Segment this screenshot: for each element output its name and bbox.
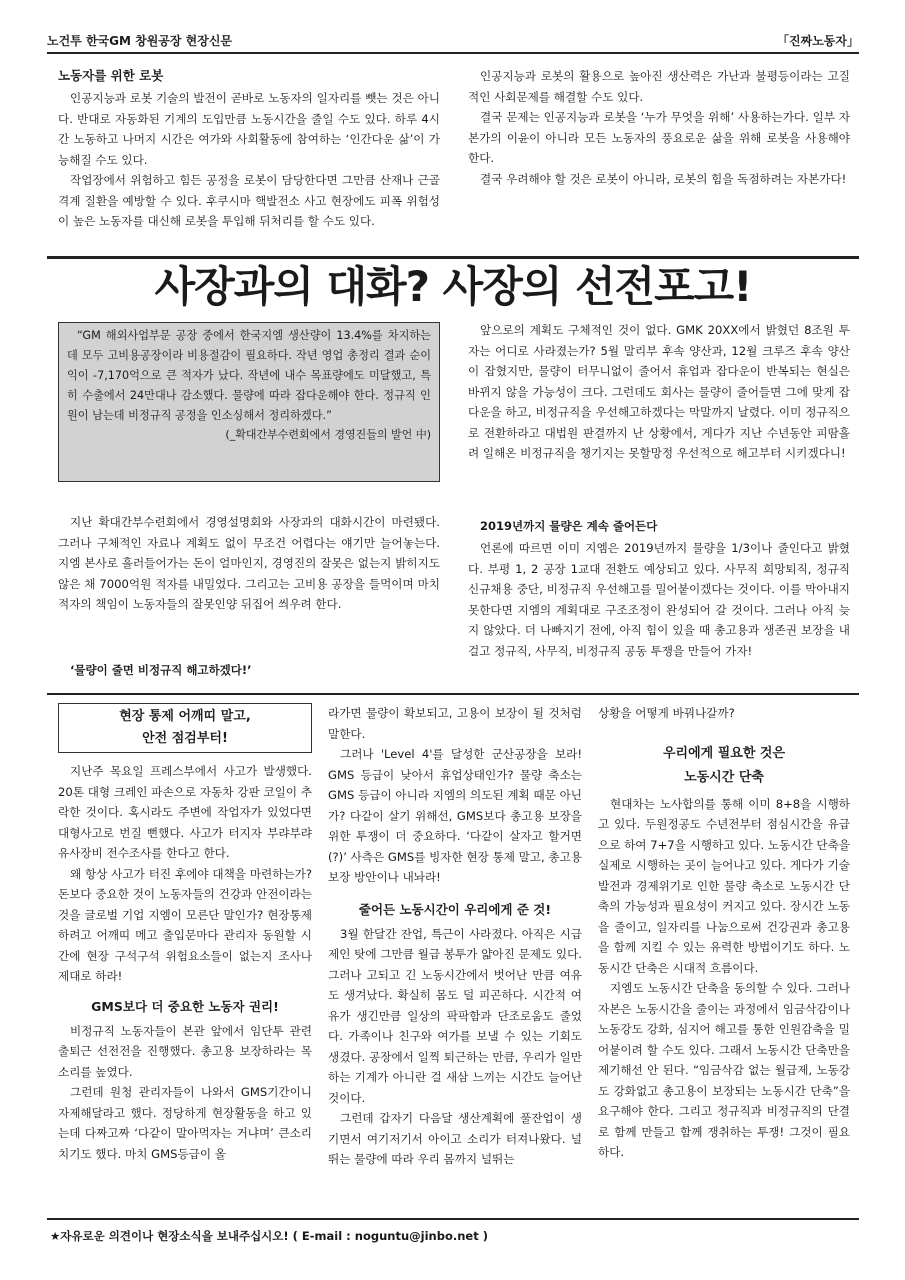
masthead-right: 「진짜노동자」	[777, 34, 859, 48]
footer-email[interactable]: noguntu@jinbo.net	[354, 1229, 479, 1243]
needed-heading-line-1: 우리에게 필요한 것은	[662, 745, 786, 761]
footer-close: )	[478, 1229, 488, 1243]
top-left-column	[58, 66, 440, 232]
top-left-paragraph-1: 인공지능과 로봇 기술의 발전이 곧바로 노동자의 일자리를 뺏는 것은 아니다. 반대로 자동화된 기계의 도입만큼 노동시간을 줄일 수도 있다. 하루 4시간 노동하고 나머지 시간은 여가와 사회활동에 참여하는 ‘인간다운 삶’이 가능해질 수도 있다.	[58, 91, 440, 167]
masthead	[47, 32, 859, 52]
col3-paragraph-1: 상황을 어떻게 바꿔나갈까?	[598, 706, 735, 720]
safety-heading-line-1: 현장 통제 어깨띠 말고,	[119, 709, 251, 724]
bottom-column-2	[328, 703, 582, 1170]
top-left-paragraph-2: 작업장에서 위험하고 힘든 공정을 로봇이 담당한다면 그만큼 산재나 근골격계 질환을 예방할 수 있다. 후쿠시마 핵발전소 사고 현장에도 피폭 위험성이 높은 노동자를 대신해 로봇을 투입해 뒤처리를 할 수도 있다.	[58, 173, 440, 228]
col3-paragraph-2: 현대차는 노사합의를 통해 이미 8+8을 시행하고 있다. 두원정공도 수년전부터 점심시간을 유급으로 하여 7+7을 시행하고 있다. 노동시간 단축을 실제로 시행하는 곳이 늘어나고 있다. 게다가 기술 발전과 경제위기로 인한 물량 축소로 노동시간 단축의 가능성과 필요성이 커지고 있다. 장시간 노동을 줄이고, 일자리를 나눔으로써 건강권과 총고용을 함께 지킬 수 있는 유력한 방법이기도 하다. 노동시간 단축은 시대적 흐름이다.	[598, 796, 850, 975]
top-right-paragraph-1: 인공지능과 로봇의 활용으로 높아진 생산력은 가난과 불평등이라는 고질적인 사회문제를 해결할 수도 있다.	[468, 69, 850, 104]
quote-source: (_확대간부수련회에서 경영진들의 발언 中)	[225, 428, 431, 441]
footer	[50, 1228, 488, 1244]
quote-text: “GM 해외사업부문 공장 중에서 한국지엠 생산량이 13.4%를 차지하는데 모두 고비용공장이라 비용절감이 필요하다. 작년 영업 총정리 결과 순이익이 -7,170억으로 큰 적자가 났다. 작년에 내수 목표량에도 미달했고, 특히 수출에서 24만대나 감소했다. 물량에 따라 잡다운해야 한다. 정규직 인원이 남는데 비정규직 공정을 인소싱해서 정리하겠다.”	[67, 329, 431, 422]
top-right-paragraph-2: 결국 문제는 인공지능과 로봇을 ‘누가 무엇을 위해’ 사용하는가다. 일부 자본가의 이윤이 아니라 모든 노동자의 풍요로운 삶을 위해 로봇을 사용해야 한다.	[468, 110, 850, 165]
quote-box	[58, 322, 440, 482]
bottom-column-3	[598, 703, 850, 1163]
top-right-column	[468, 66, 850, 189]
mid-rule	[47, 693, 859, 695]
header-rule	[47, 52, 859, 54]
mid-right-paragraph-2: 언론에 따르면 이미 지엠은 2019년까지 물량을 1/3이나 줄인다고 밝혔다. 부평 1, 2 공장 1교대 전환도 예상되고 있다. 사무직 희망퇴직, 정규직 신규채용 중단, 비정규직 우선해고를 밀어붙이겠다는 것이다. 이를 막아내지 못한다면 지엠의 계획대로 구조조정이 완성되어 갈 것이다. 그러나 아직 늦지 않았다. 더 나빠지기 전에, 아직 힘이 있을 때 총고용과 생존권 보장을 내걸고 정규직, 사무직, 비정규직 공동 투쟁을 만들어 가자!	[468, 541, 850, 658]
footer-rule	[47, 1218, 859, 1220]
main-headline: 사장과의 대화? 사장의 선전포고!	[154, 262, 752, 311]
safety-box-heading	[58, 703, 312, 753]
col1-paragraph-4: 그런데 원청 관리자들이 나와서 GMS기간이니 자제해달라고 했다. 정당하게 현장활동을 하고 있는데 다짜고짜 ‘다같이 말아먹자는 거냐며’ 큰소리치기도 했다. 마치 GMS등급이 올	[58, 1085, 312, 1161]
mid-left-paragraph: 지난 확대간부수련회에서 경영설명회와 사장과의 대화시간이 마련됐다. 그러나 구체적인 자료나 계획도 없이 무조건 어렵다는 얘기만 늘어놓는다. 지엠 본사로 흘러들어가는 돈이 얼마인지, 경영진의 잘못은 없는지 밝히지도 않은 채 7000억원 적자를 내밀었다. 그리고는 고비용 공장을 들먹이며 마치 적자의 책임이 노동자들의 잘못인양 뒤집어 씌우려 한다.	[58, 515, 440, 611]
mid-right-paragraph: 앞으로의 계획도 구체적인 것이 없다. GMK 20XX에서 밝혔던 8조원 투자는 어디로 사라졌는가? 5월 말리부 후속 양산과, 12월 크루즈 후속 양산이 잡혔지만, 물량이 터무니없이 줄어서 휴업과 잡다운이 반복되는 현실은 바뀌지 않을 가능성이 크다. 그런데도 회사는 물량이 줄어들면 그에 맞게 잡다운을 하고, 비정규직을 우선해고하겠다는 막말까지 날렸다. 이미 정규직으로 전환하라고 대법원 판결까지 난 상황에서, 게다가 지난 수년동안 피땀흘려 일해온 비정규직을 챙기지는 못할망정 우선적으로 해고부터 시키겠다니!	[468, 323, 850, 460]
worktime-heading: 줄어든 노동시간이 우리에게 준 것!	[358, 901, 552, 917]
col2-paragraph-4: 그런데 갑자기 다음달 생산계획에 풀잔업이 생기면서 여기저기서 아이고 소리가 터져나왔다. 널뛰는 물량에 따라 우리 몸까지 널뛰는	[328, 1111, 582, 1166]
robot-heading: 노동자를 위한 로봇	[58, 68, 164, 83]
mid-right-subheading: 2019년까지 물량은 계속 줄어든다	[480, 519, 658, 533]
footer-text: ★자유로운 의견이나 현장소식을 보내주십시오! ( E-mail :	[50, 1229, 355, 1243]
needed-heading	[598, 742, 850, 790]
mid-left-subheading: ‘물량이 줄면 비정규직 해고하겠다!’	[70, 663, 252, 677]
gms-heading: GMS보다 더 중요한 노동자 권리!	[91, 998, 279, 1014]
masthead-left: 노건투 한국GM 창원공장 현장신문	[47, 34, 233, 48]
col1-paragraph-1: 지난주 목요일 프레스부에서 사고가 발생했다. 20톤 대형 크레인 파손으로 자동차 강판 코일이 추락한 것이다. 혹시라도 주변에 작업자가 있었다면 대형사고로 번질 뻔했다. 사고가 터지자 부랴부랴 유사장비 전수조사를 한다고 한다.	[58, 764, 312, 860]
mid-left-column	[58, 512, 440, 615]
headline-rule-top	[47, 256, 859, 259]
col2-paragraph-2: 그러나 'Level 4'를 달성한 군산공장을 보라! GMS 등급이 낮아서 휴업상태인가? 물량 축소는 GMS 등급이 아니라 지엠의 의도된 계획 때문 아닌가? 다같이 살기 위해선, GMS보다 총고용 보장을 위한 투쟁이 더 중요하다. ‘다같이 살자고 할거면(?)’ 사측은 GMS를 빙자한 현장 통제 말고, 총고용 보장 방안이나 내놔라!	[328, 747, 582, 884]
bottom-column-1	[58, 703, 312, 1164]
needed-heading-line-2: 노동시간 단축	[684, 769, 764, 785]
mid-right-column-2	[468, 538, 850, 661]
col2-paragraph-3: 3월 한달간 잔업, 특근이 사라졌다. 아직은 시급제인 탓에 그만큼 월급 봉투가 얇아진 문제도 있다. 그러나 고되고 긴 노동시간에서 벗어난 만큼 여유도 생겨났다. 확실히 몸도 덜 피곤하다. 시간적 여유가 생긴만큼 일상의 팍팍함과 단조로움도 줄었다. 가족이나 친구와 여가를 보낼 수 있는 기회도 생겼다. 공장에서 일찍 퇴근하는 만큼, 우리가 일만하는 기계가 아니란 걸 새삼 느끼는 시간도 늘어난 것이다.	[328, 926, 582, 1105]
mid-right-column	[468, 320, 850, 464]
col2-paragraph-1: 라가면 물량이 확보되고, 고용이 보장이 될 것처럼 말한다.	[328, 706, 582, 741]
safety-heading-line-2: 안전 점검부터!	[142, 731, 228, 746]
col3-paragraph-3: 지엠도 노동시간 단축을 동의할 수 있다. 그러나 자본은 노동시간을 줄이는 과정에서 임금삭감이나 노동강도 강화, 심지어 해고를 통한 인원감축을 밀어붙이려 할 수도 있다. 그래서 노동시간 단축만을 제기해선 안 된다. “임금삭감 없는 월급제, 노동강도 강화없고 총고용이 보장되는 노동시간 단축”을 요구해야 한다. 그리고 정규직과 비정규직의 단결로 함께 만들고 함께 쟁취하는 투쟁! 그것이 필요하다.	[598, 981, 850, 1159]
col1-paragraph-3: 비정규직 노동자들이 본관 앞에서 임단투 관련 출퇴근 선전전을 진행했다. 총고용 보장하라는 목소리를 높였다.	[58, 1023, 312, 1079]
col1-paragraph-2: 왜 항상 사고가 터진 후에야 대책을 마련하는가? 돈보다 중요한 것이 노동자들의 건강과 안전이라는 것을 글로벌 기업 지엠이 모른단 말인가? 현장통제하려고 어깨띠 메고 출입문마다 관리자 동원할 시간에 현장 구석구석 위험요소들이 없는지 조사나 제대로 하라!	[58, 866, 312, 983]
top-right-paragraph-3: 결국 우려해야 할 것은 로봇이 아니라, 로봇의 힘을 독점하려는 자본가다!	[480, 171, 847, 186]
